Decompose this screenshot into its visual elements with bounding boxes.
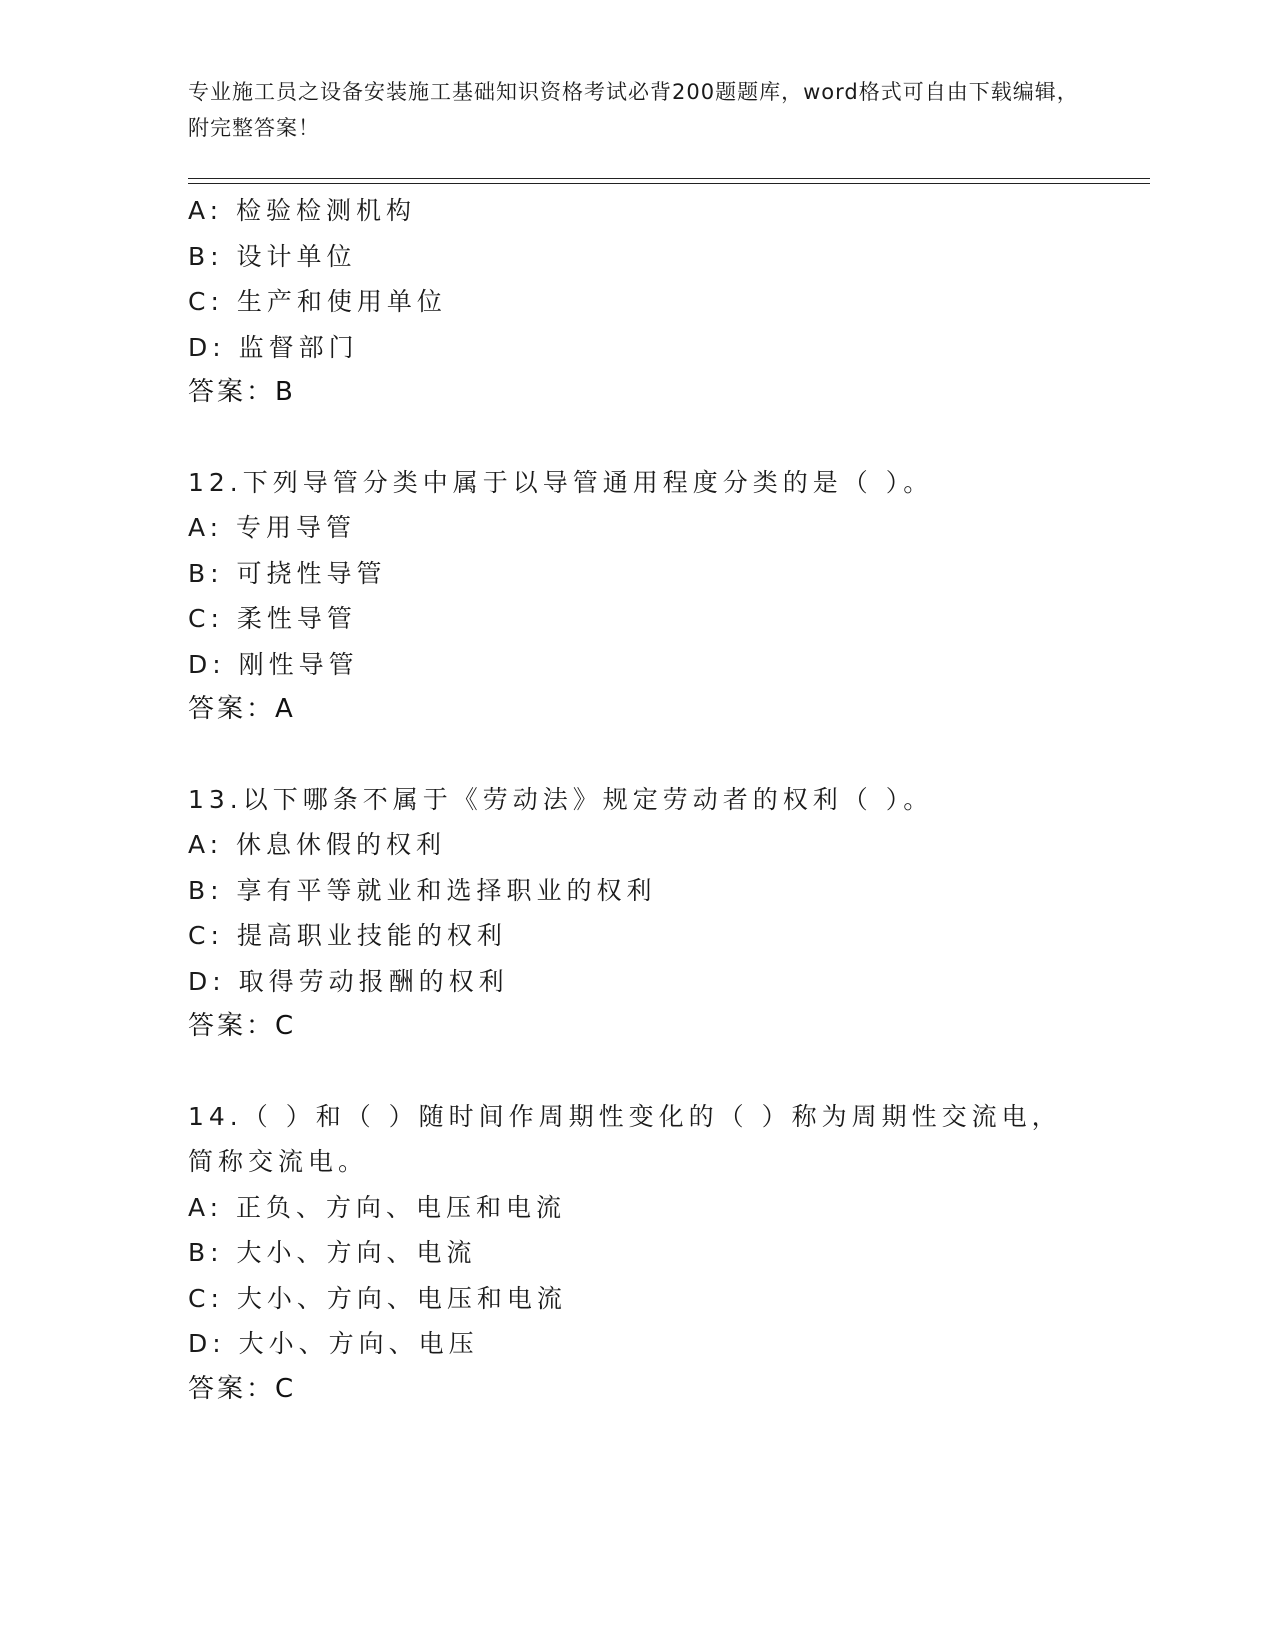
option-d: D: 取得劳动报酬的权利: [188, 966, 509, 996]
question-stem: 13.以下哪条不属于《劳动法》规定劳动者的权利（ ）。: [188, 784, 934, 814]
question-list: [188, 188, 1088, 1412]
answer-line: 答案：C: [188, 1011, 297, 1041]
question-stem: 14.（ ）和（ ）随时间作周期性变化的（ ）称为周期性交流电，简称交流电。: [188, 1101, 1062, 1176]
option-a: A: 正负、方向、电压和电流: [188, 1192, 567, 1222]
option-c: C: 大小、方向、电压和电流: [188, 1283, 567, 1313]
option-b: B: 享有平等就业和选择职业的权利: [188, 875, 657, 905]
answer-line: 答案：A: [188, 694, 296, 724]
option-b: B: 可挠性导管: [188, 558, 387, 588]
document-header: 专业施工员之设备安装施工基础知识资格考试必背200题题库，word格式可自由下载编辑，附完整答案！: [188, 80, 1079, 140]
question-12: [188, 460, 1088, 733]
header-rule-bottom: [188, 183, 1150, 184]
option-d: D: 监督部门: [188, 332, 359, 362]
option-d: D: 大小、方向、电压: [188, 1329, 479, 1358]
option-a: A: 专用导管: [188, 513, 357, 542]
question-13: [188, 777, 1088, 1050]
question-stem: 12.下列导管分类中属于以导管通用程度分类的是（ ）。: [188, 467, 934, 497]
answer-line: 答案：B: [188, 377, 296, 407]
option-c: C: 生产和使用单位: [188, 287, 447, 316]
option-a: A: 休息休假的权利: [188, 830, 447, 859]
question-11: [188, 188, 1088, 416]
question-14: [188, 1094, 1088, 1413]
option-b: B: 设计单位: [188, 241, 357, 271]
answer-line: 答案：C: [188, 1373, 297, 1404]
option-a: A: 检验检测机构: [188, 196, 417, 225]
option-b: B: 大小、方向、电流: [188, 1238, 477, 1267]
header-rule-top: [188, 178, 1150, 179]
option-c: C: 柔性导管: [188, 604, 357, 633]
option-d: D: 刚性导管: [188, 649, 359, 679]
option-c: C: 提高职业技能的权利: [188, 921, 507, 950]
